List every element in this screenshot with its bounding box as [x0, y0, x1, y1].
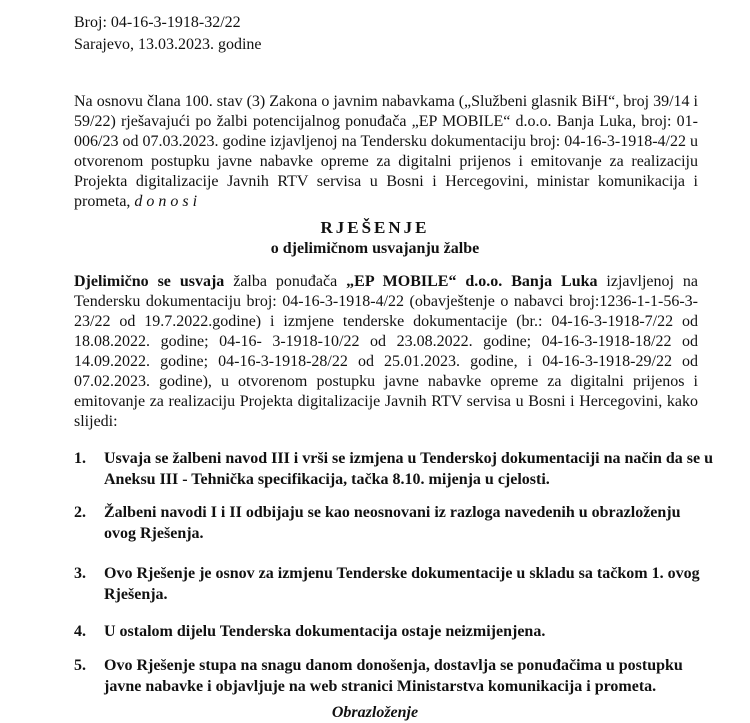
decision-lead: Djelimično se usvaja [74, 273, 225, 290]
list-item [74, 502, 714, 544]
list-item [74, 621, 714, 642]
decision-company: „EP MOBILE“ d.o.o. Banja Luka [346, 273, 598, 290]
list-text: Ovo Rješenje je osnov za izmjenu Tenderske dokumentacije u skladu sa tačkom 1. ovog Rješenja. [104, 565, 700, 603]
list-number: 2. [74, 504, 86, 521]
list-item [74, 655, 714, 697]
intro-paragraph [74, 92, 698, 212]
list-number: 3. [74, 565, 86, 582]
list-number: 1. [74, 450, 86, 467]
list-item [74, 563, 714, 605]
document-title: RJEŠENJE [320, 218, 430, 237]
list-text: Usvaja se žalbeni navod III i vrši se izmjena u Tenderskoj dokumentaciji na način da se u Aneksu III - Tehnička specifikacija, tačka 8.10. mijenja u cjelosti. [104, 450, 713, 488]
intro-donosi: donosi [134, 193, 202, 210]
list-text: U ostalom dijelu Tenderska dokumentacija ostaje neizmijenjena. [104, 623, 546, 640]
decision-text-2: izjavljenoj na Tendersku dokumentaciju broj: 04-16-3-1918-4/22 (obavještenje o nabavci broj:1236-1-1-56-3-23/22 od 19.7.2022.godine) i izmjene tenderske dokumentacije (br.: 04-16-3-1918-7/22 od 18.08.2022. godine; 04-16- 3-1918-10/22 od 23.08.2022. godine; 04-16-3-1918-18/22 od 14.09.2022. godine; 04-16-3-1918-28/22 od 25.01.2023. godine, i 04-16-3-1918-29/22 od 07.02.2023. godine), u otvorenom postupku javne nabavke opreme za digitalni prijenos i emitovanje za realizaciju Projekta digitalizacije Javnih RTV servisa u Bosni i Hercegovini, kako slijedi: [74, 273, 698, 430]
document-number: Broj: 04-16-3-1918-32/22 [74, 14, 241, 31]
place-date: Sarajevo, 13.03.2023. godine [74, 36, 262, 53]
list-item [74, 448, 714, 490]
document-subtitle: o djelimičnom usvajanju žalbe [270, 240, 480, 257]
list-number: 4. [74, 623, 86, 640]
decision-text-1: žalba ponuđača [224, 273, 347, 290]
section-heading-obrazlozenje: Obrazloženje [331, 704, 419, 721]
decision-paragraph [74, 272, 698, 432]
list-number: 5. [74, 657, 86, 674]
list-text: Žalbeni navodi I i II odbijaju se kao neosnovani iz razloga navedenih u obrazloženju ovog Rješenja. [104, 504, 681, 542]
list-text: Ovo Rješenje stupa na snagu danom donošenja, dostavlja se ponuđačima u postupku javne nabavke i objavljuje na web stranici Ministarstva komunikacija i prometa. [104, 657, 683, 695]
intro-text: Na osnovu člana 100. stav (3) Zakona o javnim nabavkama („Službeni glasnik BiH“, broj 39/14 i 59/22) rješavajući po žalbi potencijalnog ponuđača „EP MOBILE“ d.o.o. Banja Luka, broj: 01-006/23 od 07.03.2023. godine izjavljenoj na Tendersku dokumentaciju broj: 04-16-3-1918-4/22 u otvorenom postupku javne nabavke opreme za digitalni prijenos i emitovanje za realizaciju Projekta digitalizacije Javnih RTV servisa u Bosni i Hercegovini, ministar komunikacija i prometa, [74, 93, 698, 210]
